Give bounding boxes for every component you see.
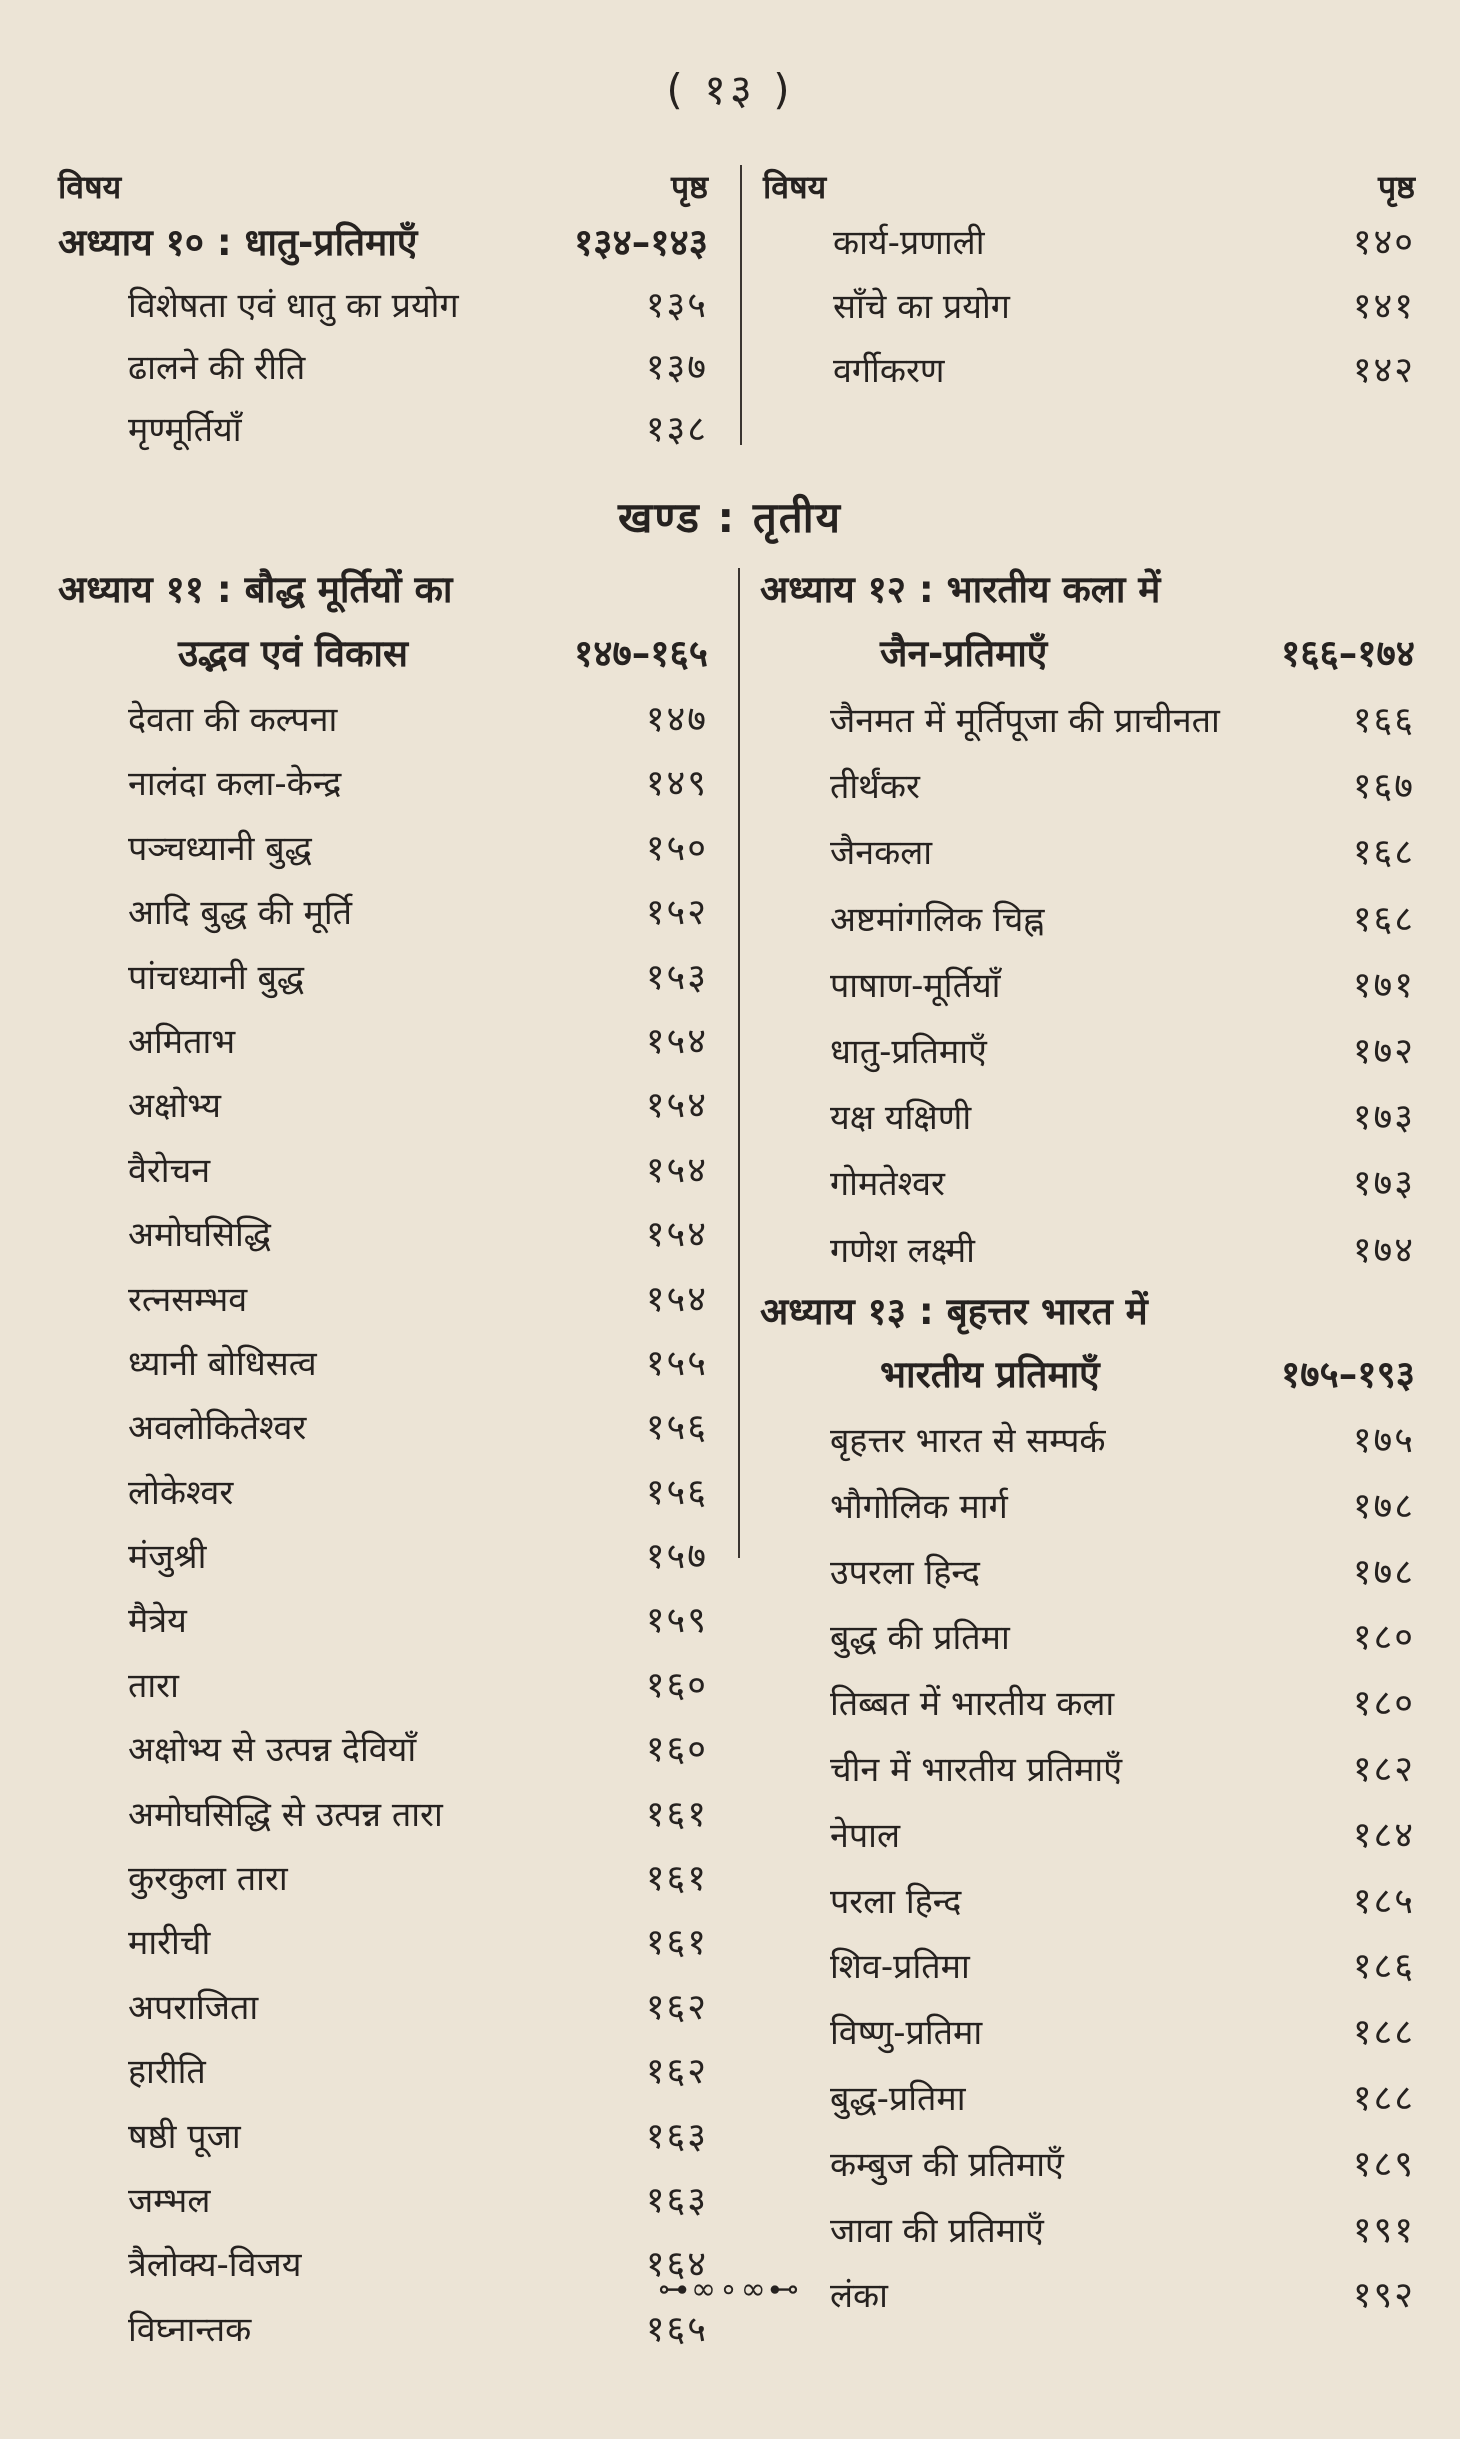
entry-title: अष्टमांगलिक चिह्न bbox=[830, 899, 1045, 940]
column-header bbox=[58, 165, 708, 211]
entry-page: १४० bbox=[1352, 222, 1415, 263]
entry-title: कम्बुज की प्रतिमाएँ bbox=[830, 2144, 1064, 2185]
entry-page: १५३ bbox=[645, 956, 708, 998]
entry-page: १४२ bbox=[1352, 350, 1415, 391]
entry-title: ध्यानी बोधिसत्व bbox=[128, 1343, 317, 1384]
entry-title: नेपाल bbox=[830, 1815, 901, 1856]
toc-entry bbox=[58, 2040, 708, 2104]
toc-entry bbox=[58, 1268, 708, 1332]
toc-entry bbox=[760, 887, 1415, 953]
toc-entry bbox=[760, 820, 1415, 886]
entry-title: मृण्मूर्तियाँ bbox=[128, 410, 242, 450]
entry-title: अमिताभ bbox=[128, 1021, 236, 1062]
entry-title: पाषाण-मूर्तियाँ bbox=[830, 965, 1001, 1006]
toc-entry bbox=[58, 337, 708, 399]
top-left-column bbox=[58, 165, 708, 461]
entry-page: १५६ bbox=[645, 1407, 708, 1449]
entry-title: तीर्थंकर bbox=[830, 767, 920, 808]
toc-entry bbox=[58, 1718, 708, 1782]
toc-entry bbox=[760, 1218, 1415, 1284]
entry-page: १३७ bbox=[645, 347, 708, 388]
entry-page: १६७ bbox=[1352, 766, 1415, 808]
toc-entry bbox=[58, 1010, 708, 1074]
entry-title: कुरकुला तारा bbox=[128, 1859, 288, 1900]
entry-page: १५४ bbox=[645, 1149, 708, 1191]
toc-entry bbox=[58, 275, 708, 337]
toc-entry bbox=[58, 399, 708, 461]
toc-entry bbox=[58, 1911, 708, 1975]
column-divider-bottom bbox=[738, 568, 740, 1558]
entry-title: अमोघसिद्धि bbox=[128, 1215, 271, 1256]
chapter-11-entries bbox=[58, 688, 708, 2362]
chapter-13-entries bbox=[760, 1408, 1415, 2329]
entry-page: १७२ bbox=[1352, 1030, 1415, 1072]
entry-page: १६८ bbox=[1352, 832, 1415, 874]
left-column bbox=[58, 560, 708, 2362]
entry-page: १८६ bbox=[1352, 1946, 1415, 1988]
toc-entry bbox=[760, 1474, 1415, 1540]
toc-entry bbox=[58, 817, 708, 881]
entry-title: अक्षोभ्य से उत्पन्न देवियाँ bbox=[128, 1730, 417, 1771]
entry-title: षष्ठी पूजा bbox=[128, 2116, 241, 2157]
toc-entry bbox=[58, 946, 708, 1010]
entry-page: १६३ bbox=[645, 2179, 708, 2221]
toc-entry bbox=[58, 752, 708, 816]
toc-entry bbox=[58, 1589, 708, 1653]
entry-page: १८० bbox=[1352, 1617, 1415, 1659]
entry-page: १४७ bbox=[645, 699, 708, 740]
toc-entry bbox=[760, 1085, 1415, 1151]
toc-entry bbox=[760, 2132, 1415, 2198]
toc-entry bbox=[763, 211, 1415, 275]
entry-title: साँचे का प्रयोग bbox=[833, 287, 1010, 327]
entry-title: अक्षोभ्य bbox=[128, 1086, 222, 1127]
toc-entry bbox=[760, 1408, 1415, 1474]
entry-page: १७४ bbox=[1352, 1229, 1415, 1271]
toc-entry bbox=[760, 2066, 1415, 2132]
entry-title: बुद्ध की प्रतिमा bbox=[830, 1618, 1010, 1659]
entry-title: अपराजिता bbox=[128, 1987, 259, 2028]
toc-entry bbox=[760, 1540, 1415, 1606]
entry-title: वैरोचन bbox=[128, 1150, 211, 1191]
entry-page: १५५ bbox=[645, 1342, 708, 1384]
toc-entry bbox=[58, 1976, 708, 2040]
entry-page: १५६ bbox=[645, 1471, 708, 1513]
page-number: ( १३ ) bbox=[666, 65, 794, 114]
toc-entry bbox=[760, 2000, 1415, 2066]
toc-entry bbox=[760, 1737, 1415, 1803]
toc-entry bbox=[58, 1203, 708, 1267]
entry-page: १३५ bbox=[645, 285, 708, 326]
top-right-column bbox=[763, 165, 1415, 403]
entry-title: अमोघसिद्धि से उत्पन्न तारा bbox=[128, 1794, 443, 1835]
chapter-pages: १३४–१४३ bbox=[574, 221, 708, 264]
entry-title: चीन में भारतीय प्रतिमाएँ bbox=[830, 1749, 1123, 1790]
entry-title: लोकेश्वर bbox=[128, 1472, 234, 1513]
entry-title: मारीची bbox=[128, 1923, 211, 1964]
entry-title: तारा bbox=[128, 1665, 179, 1706]
entry-title: लंका bbox=[830, 2276, 888, 2317]
toc-entry bbox=[58, 1461, 708, 1525]
entry-page: १८२ bbox=[1352, 1748, 1415, 1790]
chapter-title: अध्याय १० : धातु-प्रतिमाएँ bbox=[58, 221, 418, 264]
entry-title: नालंदा कला-केन्द्र bbox=[128, 764, 342, 805]
chapter-10-heading bbox=[58, 211, 708, 275]
entry-page: १८८ bbox=[1352, 2077, 1415, 2119]
entry-page: १७३ bbox=[1352, 1163, 1415, 1205]
entry-page: १६८ bbox=[1352, 898, 1415, 940]
entry-page: १५४ bbox=[645, 1214, 708, 1256]
subject-heading: विषय bbox=[58, 168, 122, 206]
entry-page: १७५ bbox=[1352, 1420, 1415, 1461]
column-header bbox=[763, 165, 1415, 211]
chapter-11-heading bbox=[58, 560, 708, 688]
toc-entry bbox=[58, 1525, 708, 1589]
right-column-chapter-13 bbox=[760, 1282, 1415, 2329]
entry-title: गोमतेश्वर bbox=[830, 1164, 945, 1205]
entry-page: १९२ bbox=[1352, 2275, 1415, 2317]
toc-entry bbox=[760, 1934, 1415, 2000]
entry-title: जावा की प्रतिमाएँ bbox=[830, 2210, 1044, 2251]
entry-title: मंजुश्री bbox=[128, 1537, 207, 1578]
entry-title: रत्नसम्भव bbox=[128, 1279, 248, 1320]
chapter-10-entries bbox=[58, 275, 708, 461]
entry-title: अवलोकितेश्वर bbox=[128, 1408, 307, 1449]
entry-title: जैनकला bbox=[830, 833, 933, 874]
entry-title: देवता की कल्पना bbox=[128, 700, 338, 740]
entry-page: १६० bbox=[645, 1729, 708, 1771]
page-heading: पृष्ठ bbox=[1377, 168, 1415, 206]
entry-title: जम्भल bbox=[128, 2180, 211, 2221]
entry-page: १७३ bbox=[1352, 1097, 1415, 1139]
entry-page: १४१ bbox=[1352, 286, 1415, 327]
entry-title: त्रैलोक्य-विजय bbox=[128, 2245, 302, 2286]
entry-title: बुद्ध-प्रतिमा bbox=[830, 2078, 966, 2119]
toc-entry bbox=[760, 2198, 1415, 2264]
entry-page: १६२ bbox=[645, 2051, 708, 2093]
entry-title: पञ्चध्यानी बुद्ध bbox=[128, 828, 312, 869]
section-title: खण्ड : तृतीय bbox=[618, 493, 842, 542]
toc-entry bbox=[58, 2298, 708, 2362]
entry-title: जैनमत में मूर्तिपूजा की प्राचीनता bbox=[830, 701, 1220, 741]
toc-entry bbox=[760, 754, 1415, 820]
toc-entry bbox=[58, 1332, 708, 1396]
entry-title: उपरला हिन्द bbox=[830, 1552, 980, 1593]
toc-entry bbox=[58, 2105, 708, 2169]
chapter-12-entries bbox=[760, 688, 1415, 1284]
entry-page: १९१ bbox=[1352, 2209, 1415, 2251]
entry-page: १५९ bbox=[645, 1600, 708, 1642]
chapter-10-continued-entries bbox=[763, 211, 1415, 403]
toc-entry bbox=[58, 2169, 708, 2233]
entry-page: १६४ bbox=[645, 2244, 708, 2286]
toc-entry bbox=[58, 881, 708, 945]
toc-entry bbox=[58, 1139, 708, 1203]
entry-page: १५४ bbox=[645, 1020, 708, 1062]
entry-title: कार्य-प्रणाली bbox=[833, 223, 985, 263]
entry-page: १६१ bbox=[645, 1922, 708, 1964]
entry-title: हारीति bbox=[128, 2052, 206, 2093]
toc-entry bbox=[58, 1396, 708, 1460]
entry-title: विशेषता एवं धातु का प्रयोग bbox=[128, 286, 459, 326]
entry-title: वर्गीकरण bbox=[833, 351, 945, 391]
toc-entry bbox=[760, 1151, 1415, 1217]
toc-entry bbox=[760, 688, 1415, 754]
subject-heading: विषय bbox=[763, 168, 827, 206]
chapter-pages: १६६–१७४ bbox=[1281, 632, 1415, 675]
toc-entry bbox=[760, 1671, 1415, 1737]
entry-page: १३८ bbox=[645, 409, 708, 450]
entry-title: परला हिन्द bbox=[830, 1881, 962, 1922]
entry-title: बृहत्तर भारत से सम्पर्क bbox=[830, 1421, 1106, 1461]
toc-entry bbox=[58, 1847, 708, 1911]
footer-ornament: ⊶∞∘∞⊷ bbox=[658, 2272, 802, 2307]
entry-page: १४९ bbox=[645, 763, 708, 805]
entry-page: १५२ bbox=[645, 892, 708, 934]
entry-page: १६५ bbox=[645, 2308, 708, 2350]
toc-entry bbox=[58, 1074, 708, 1138]
entry-title: ढालने की रीति bbox=[128, 348, 306, 388]
entry-page: १६३ bbox=[645, 2115, 708, 2157]
entry-page: १८० bbox=[1352, 1683, 1415, 1725]
chapter-title-line2: जैन-प्रतिमाएँ bbox=[880, 632, 1048, 675]
entry-page: १५४ bbox=[645, 1278, 708, 1320]
toc-entry bbox=[760, 1605, 1415, 1671]
entry-title: विष्णु-प्रतिमा bbox=[830, 2013, 983, 2054]
entry-title: मैत्रेय bbox=[128, 1601, 187, 1642]
entry-page: १६२ bbox=[645, 1986, 708, 2028]
toc-entry bbox=[58, 1654, 708, 1718]
chapter-title-line2: उद्भव एवं विकास bbox=[178, 632, 409, 675]
entry-page: १५७ bbox=[645, 1536, 708, 1578]
toc-entry bbox=[763, 275, 1415, 339]
entry-page: १७८ bbox=[1352, 1551, 1415, 1593]
chapter-pages: १४७–१६५ bbox=[574, 632, 708, 675]
chapter-title: अध्याय १२ : भारतीय कला में bbox=[760, 568, 1161, 611]
toc-entry bbox=[760, 953, 1415, 1019]
entry-title: यक्ष यक्षिणी bbox=[830, 1098, 972, 1139]
toc-entry bbox=[760, 1869, 1415, 1935]
chapter-pages: १७५–१९३ bbox=[1281, 1353, 1415, 1396]
entry-title: गणेश लक्ष्मी bbox=[830, 1230, 975, 1271]
right-column-chapter-12 bbox=[760, 560, 1415, 1284]
entry-title: पांचध्यानी बुद्ध bbox=[128, 957, 305, 998]
entry-title: शिव-प्रतिमा bbox=[830, 1947, 970, 1988]
entry-page: १६० bbox=[645, 1664, 708, 1706]
entry-title: भौगोलिक मार्ग bbox=[830, 1486, 1008, 1527]
entry-page: १६६ bbox=[1352, 700, 1415, 741]
entry-page: १८८ bbox=[1352, 2012, 1415, 2054]
chapter-title: अध्याय ११ : बौद्ध मूर्तियों का bbox=[58, 568, 453, 611]
entry-page: १५० bbox=[645, 827, 708, 869]
entry-title: धातु-प्रतिमाएँ bbox=[830, 1031, 987, 1072]
chapter-13-heading bbox=[760, 1282, 1415, 1408]
entry-page: १६१ bbox=[645, 1858, 708, 1900]
entry-page: १५४ bbox=[645, 1085, 708, 1127]
entry-page: १७१ bbox=[1352, 964, 1415, 1006]
chapter-title-line2: भारतीय प्रतिमाएँ bbox=[880, 1353, 1100, 1396]
column-divider-top bbox=[740, 165, 742, 445]
entry-page: १८४ bbox=[1352, 1814, 1415, 1856]
toc-entry bbox=[58, 688, 708, 752]
chapter-title: अध्याय १३ : बृहत्तर भारत में bbox=[760, 1290, 1148, 1333]
entry-page: १८९ bbox=[1352, 2143, 1415, 2185]
toc-entry bbox=[760, 1019, 1415, 1085]
entry-title: आदि बुद्ध की मूर्ति bbox=[128, 893, 353, 934]
entry-page: १६१ bbox=[645, 1793, 708, 1835]
toc-entry bbox=[760, 1803, 1415, 1869]
entry-title: विघ्नान्तक bbox=[128, 2309, 252, 2350]
toc-entry bbox=[58, 1783, 708, 1847]
chapter-12-heading bbox=[760, 560, 1415, 688]
entry-page: १८५ bbox=[1352, 1880, 1415, 1922]
entry-page: १७८ bbox=[1352, 1485, 1415, 1527]
page-heading: पृष्ठ bbox=[670, 168, 708, 206]
entry-title: तिब्बत में भारतीय कला bbox=[830, 1684, 1115, 1725]
toc-entry bbox=[763, 339, 1415, 403]
